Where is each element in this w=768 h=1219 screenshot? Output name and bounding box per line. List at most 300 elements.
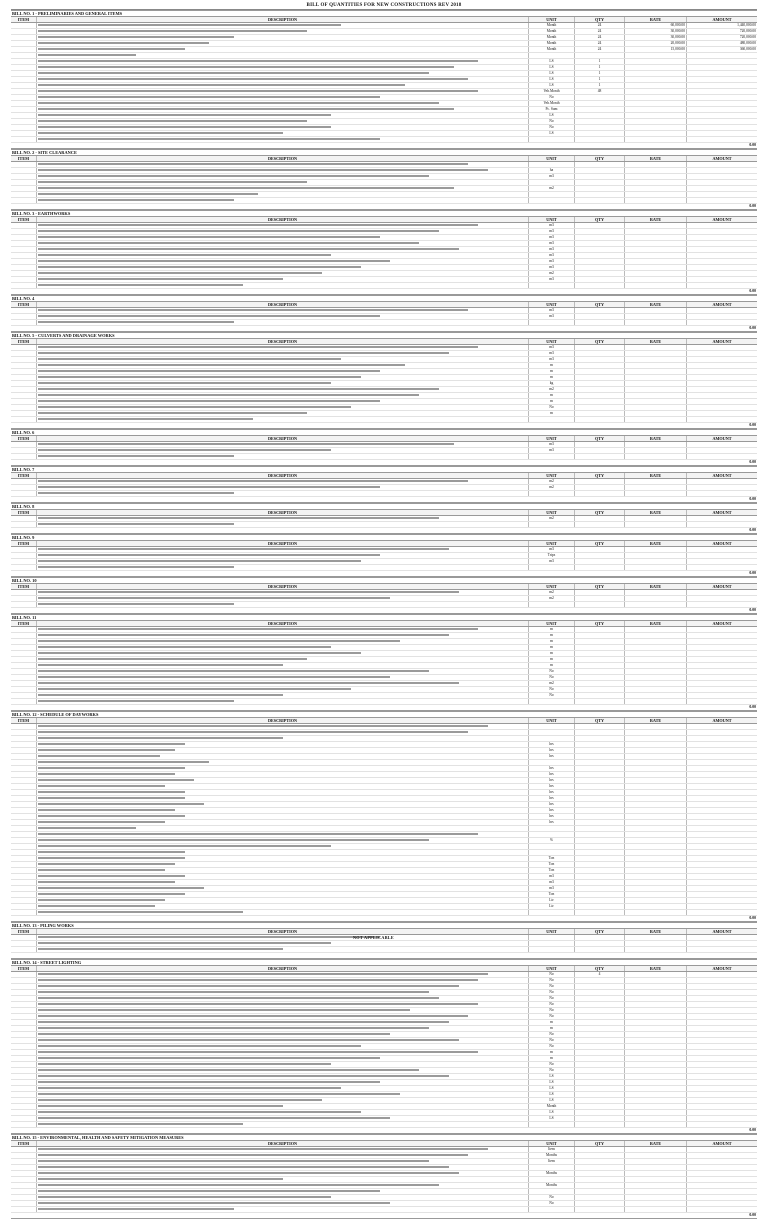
row-item-no: [11, 113, 37, 118]
column-header-row: [11, 435, 757, 442]
row-qty: [575, 1177, 625, 1182]
row-item-no: [11, 941, 37, 946]
row-unit: [529, 417, 575, 422]
row-item-no: [11, 826, 37, 831]
row-unit: m3: [529, 259, 575, 264]
row-qty: [575, 645, 625, 650]
row-description: [37, 1122, 529, 1127]
row-amount: [687, 874, 757, 879]
column-header-qty: QTY: [575, 966, 625, 971]
row-unit: Months: [529, 1153, 575, 1158]
description-text-line: [38, 725, 488, 727]
row-amount: [687, 1171, 757, 1176]
row-item-no: [11, 180, 37, 185]
column-header-amount: AMOUNT: [712, 339, 732, 344]
row-rate: [625, 1165, 687, 1170]
description-text-line: [38, 743, 185, 745]
row-rate: [625, 417, 687, 422]
row-rate: [625, 101, 687, 106]
bill-heading: BILL NO. 15 - ENVIRONMENTAL, HEALTH AND SAFETY MITIGATION MEASURES: [12, 1135, 184, 1140]
bill-section: [11, 577, 757, 614]
row-qty: [575, 947, 625, 952]
bill-total-label: [11, 528, 686, 533]
row-amount: [687, 53, 757, 58]
row-description: [37, 790, 529, 795]
column-header-amount: AMOUNT: [712, 156, 732, 161]
row-amount: [687, 1080, 757, 1085]
row-description: [37, 880, 529, 885]
column-header-unit: UNIT: [529, 156, 575, 161]
row-rate: [625, 479, 687, 484]
row-rate: [625, 633, 687, 638]
row-qty: [575, 984, 625, 989]
row-description: [37, 393, 529, 398]
description-text-line: [38, 169, 488, 171]
bill-total-label: [11, 1213, 686, 1218]
row-qty: [575, 417, 625, 422]
row-amount: [687, 633, 757, 638]
description-text-line: [38, 652, 361, 654]
description-text-line: [38, 863, 175, 865]
description-text-line: [38, 1160, 429, 1162]
row-item-no: [11, 107, 37, 112]
row-unit: [529, 454, 575, 459]
row-rate: [625, 411, 687, 416]
description-text-line: [38, 480, 468, 482]
row-qty: [575, 1080, 625, 1085]
row-item-no: [11, 990, 37, 995]
row-rate: [625, 766, 687, 771]
row-amount: [687, 669, 757, 674]
row-description: [37, 856, 529, 861]
row-description: [37, 651, 529, 656]
row-unit: [529, 1189, 575, 1194]
description-text-line: [38, 773, 175, 775]
row-amount: [687, 602, 757, 607]
row-description: [37, 996, 529, 1001]
row-item-no: [11, 1189, 37, 1194]
row-description: [37, 345, 529, 350]
column-header-unit: UNIT: [529, 584, 575, 589]
row-amount: [687, 107, 757, 112]
row-unit: m2: [529, 186, 575, 191]
row-item-no: [11, 790, 37, 795]
row-unit: [529, 192, 575, 197]
row-item-no: [11, 1207, 37, 1212]
column-header-row: [11, 155, 757, 162]
description-text-line: [38, 851, 185, 853]
row-rate: [625, 996, 687, 1001]
description-text-line: [38, 224, 478, 226]
row-item-no: [11, 516, 37, 521]
description-text-line: [38, 138, 380, 140]
row-description: [37, 77, 529, 82]
column-header-rate: RATE: [625, 541, 687, 546]
row-amount: [687, 223, 757, 228]
row-item-no: [11, 308, 37, 313]
row-description: [37, 796, 529, 801]
column-header-qty: QTY: [575, 339, 625, 344]
row-rate: [625, 748, 687, 753]
row-amount: [687, 984, 757, 989]
description-text-line: [38, 1166, 449, 1168]
row-qty: [575, 369, 625, 374]
description-text-line: [38, 881, 175, 883]
row-rate: [625, 77, 687, 82]
row-description: [37, 947, 529, 952]
row-amount: [687, 393, 757, 398]
row-qty: [575, 996, 625, 1001]
row-unit: [529, 826, 575, 831]
row-amount: [687, 850, 757, 855]
row-unit: No: [529, 984, 575, 989]
row-unit: LS: [529, 131, 575, 136]
row-amount: [687, 972, 757, 977]
row-qty: [575, 633, 625, 638]
row-amount: [687, 1122, 757, 1127]
row-item-no: [11, 984, 37, 989]
row-amount: [687, 736, 757, 741]
row-amount: [687, 898, 757, 903]
column-header-row: [11, 301, 757, 308]
bill-section: [11, 466, 757, 503]
column-header-row: [11, 216, 757, 223]
description-text-line: [38, 936, 380, 938]
row-rate: 60,000.00: [625, 23, 687, 28]
row-qty: [575, 978, 625, 983]
column-header-qty: QTY: [575, 929, 625, 934]
row-description: [37, 814, 529, 819]
row-amount: [687, 101, 757, 106]
row-amount: [687, 320, 757, 325]
column-header-item: ITEM: [11, 17, 37, 22]
description-text-line: [38, 242, 419, 244]
description-text-line: [38, 236, 380, 238]
row-amount: [687, 241, 757, 246]
row-unit: [529, 730, 575, 735]
row-description: [37, 1014, 529, 1019]
row-qty: 1: [575, 65, 625, 70]
row-rate: [625, 663, 687, 668]
row-item-no: [11, 47, 37, 52]
row-amount: [687, 271, 757, 276]
row-rate: [625, 602, 687, 607]
row-description: [37, 1147, 529, 1152]
row-qty: [575, 1062, 625, 1067]
row-qty: [575, 491, 625, 496]
description-text-line: [38, 30, 307, 32]
column-header-item: ITEM: [11, 217, 37, 222]
bill-total-amount: 0.00: [749, 204, 756, 208]
row-item-no: [11, 168, 37, 173]
row-description: [37, 381, 529, 386]
column-header-unit: UNIT: [529, 510, 575, 515]
row-description: [37, 547, 529, 552]
description-text-line: [38, 1033, 390, 1035]
row-description: [37, 657, 529, 662]
row-unit: m3: [529, 357, 575, 362]
row-item-no: [11, 1098, 37, 1103]
row-unit: LS: [529, 59, 575, 64]
row-amount: [687, 663, 757, 668]
bill-section: [11, 614, 757, 711]
description-text-line: [38, 272, 322, 274]
row-amount: 1,440,000.00: [737, 23, 756, 27]
column-header-unit: UNIT: [529, 541, 575, 546]
row-rate: [625, 553, 687, 558]
row-unit: hrs: [529, 748, 575, 753]
row-qty: [575, 657, 625, 662]
row-description: [37, 277, 529, 282]
row-description: [37, 1020, 529, 1025]
row-amount: [687, 826, 757, 831]
row-rate: [625, 790, 687, 795]
row-description: [37, 107, 529, 112]
row-qty: [575, 235, 625, 240]
column-header-unit: UNIT: [529, 966, 575, 971]
row-description: [37, 29, 529, 34]
column-header-qty: QTY: [575, 718, 625, 723]
row-unit: hrs: [529, 742, 575, 747]
row-description: [37, 253, 529, 258]
row-amount: [687, 947, 757, 952]
row-item-no: [11, 996, 37, 1001]
row-unit: Trips: [529, 553, 575, 558]
row-unit: No: [529, 693, 575, 698]
row-amount: [687, 1038, 757, 1043]
row-amount: [687, 1068, 757, 1073]
row-qty: [575, 1183, 625, 1188]
row-qty: [575, 131, 625, 136]
row-description: [37, 119, 529, 124]
row-qty: [575, 454, 625, 459]
row-description: [37, 736, 529, 741]
row-description: [37, 265, 529, 270]
row-qty: [575, 547, 625, 552]
row-qty: [575, 253, 625, 258]
column-header-row: [11, 1140, 757, 1147]
row-item-no: [11, 699, 37, 704]
row-qty: [575, 192, 625, 197]
bill-heading: BILL NO. 8: [12, 504, 35, 509]
row-item-no: [11, 283, 37, 288]
row-item-no: [11, 947, 37, 952]
description-text-line: [38, 199, 234, 201]
row-rate: [625, 1116, 687, 1121]
row-amount: [687, 1098, 757, 1103]
row-item-no: [11, 235, 37, 240]
row-description: [37, 972, 529, 977]
description-text-line: [38, 358, 341, 360]
description-text-line: [38, 66, 454, 68]
column-header-item: ITEM: [11, 339, 37, 344]
row-item-no: [11, 229, 37, 234]
row-unit: m2: [529, 387, 575, 392]
row-unit: LS: [529, 1110, 575, 1115]
row-item-no: [11, 1020, 37, 1025]
row-item-no: [11, 174, 37, 179]
row-item-no: [11, 411, 37, 416]
row-description: [37, 283, 529, 288]
row-item-no: [11, 1008, 37, 1013]
row-amount: [687, 748, 757, 753]
description-text-line: [38, 839, 429, 841]
row-rate: [625, 687, 687, 692]
row-unit: m: [529, 627, 575, 632]
column-header-qty: QTY: [575, 17, 625, 22]
row-description: [37, 223, 529, 228]
row-amount: [687, 71, 757, 76]
column-header-item: ITEM: [11, 1141, 37, 1146]
row-amount: [687, 1201, 757, 1206]
row-item-no: [11, 645, 37, 650]
row-unit: Ton: [529, 862, 575, 867]
row-rate: [625, 405, 687, 410]
row-item-no: [11, 253, 37, 258]
row-description: [37, 910, 529, 915]
row-qty: [575, 868, 625, 873]
description-text-line: [38, 102, 439, 104]
column-header-qty: QTY: [575, 510, 625, 515]
row-qty: [575, 802, 625, 807]
row-rate: [625, 1171, 687, 1176]
row-description: [37, 1092, 529, 1097]
row-qty: [575, 442, 625, 447]
row-unit: [529, 53, 575, 58]
column-header-row: [11, 965, 757, 972]
row-unit: LS: [529, 1098, 575, 1103]
description-text-line: [38, 991, 429, 993]
row-description: [37, 1201, 529, 1206]
row-rate: [625, 1008, 687, 1013]
description-text-line: [38, 815, 185, 817]
row-description: [37, 590, 529, 595]
column-header-amount: AMOUNT: [712, 17, 732, 22]
row-rate: [625, 645, 687, 650]
row-unit: m: [529, 651, 575, 656]
row-description: [37, 1171, 529, 1176]
description-text-line: [38, 911, 243, 913]
row-amount: [687, 886, 757, 891]
row-amount: [687, 832, 757, 837]
row-qty: [575, 1201, 625, 1206]
row-unit: m: [529, 1026, 575, 1031]
description-text-line: [38, 175, 429, 177]
row-item-no: [11, 1116, 37, 1121]
row-amount: [687, 1026, 757, 1031]
row-amount: [687, 880, 757, 885]
row-unit: m3: [529, 253, 575, 258]
column-header-rate: RATE: [625, 510, 687, 515]
row-item-no: [11, 1056, 37, 1061]
row-rate: [625, 516, 687, 521]
row-item-no: [11, 1122, 37, 1127]
row-rate: [625, 754, 687, 759]
row-amount: [687, 559, 757, 564]
column-header-amount: AMOUNT: [712, 621, 732, 626]
column-header-description: DESCRIPTION: [37, 302, 529, 307]
row-qty: [575, 186, 625, 191]
column-header-qty: QTY: [575, 156, 625, 161]
row-amount: [687, 491, 757, 496]
row-unit: m3: [529, 442, 575, 447]
not-applicable-label: NOT APPLICABLE: [352, 935, 394, 940]
column-header-item: ITEM: [11, 541, 37, 546]
bill-total-label: [11, 497, 686, 502]
row-amount: [687, 174, 757, 179]
row-qty: [575, 107, 625, 112]
column-header-qty: QTY: [575, 436, 625, 441]
row-qty: [575, 162, 625, 167]
description-text-line: [38, 803, 204, 805]
row-description: [37, 101, 529, 106]
bill-total-label: [11, 1128, 686, 1133]
row-description: [37, 1098, 529, 1103]
row-rate: [625, 1026, 687, 1031]
row-amount: [687, 283, 757, 288]
row-qty: [575, 730, 625, 735]
row-description: [37, 1183, 529, 1188]
row-item-no: [11, 485, 37, 490]
description-text-line: [38, 761, 209, 763]
row-rate: [625, 235, 687, 240]
description-text-line: [38, 731, 468, 733]
description-text-line: [38, 893, 185, 895]
row-item-no: [11, 277, 37, 282]
row-amount: [687, 1014, 757, 1019]
row-qty: [575, 405, 625, 410]
row-item-no: [11, 119, 37, 124]
row-rate: [625, 1098, 687, 1103]
row-qty: [575, 180, 625, 185]
row-unit: LS: [529, 65, 575, 70]
row-qty: [575, 1056, 625, 1061]
description-text-line: [38, 266, 361, 268]
row-rate: [625, 1080, 687, 1085]
row-rate: [625, 941, 687, 946]
row-amount: 360,000.00: [739, 47, 756, 51]
bill-section: [11, 332, 757, 429]
row-amount: [687, 387, 757, 392]
row-description: [37, 760, 529, 765]
bill-heading: BILL NO. 3 - EARTHWORKS: [12, 211, 71, 216]
row-unit: Month: [529, 35, 575, 40]
row-qty: [575, 174, 625, 179]
bill-total-label: [11, 460, 686, 465]
bill-section: [11, 922, 757, 959]
row-item-no: [11, 1201, 37, 1206]
column-header-unit: UNIT: [529, 929, 575, 934]
column-header-description: DESCRIPTION: [37, 17, 529, 22]
description-text-line: [38, 187, 454, 189]
description-text-line: [38, 1075, 449, 1077]
row-item-no: [11, 223, 37, 228]
row-description: [37, 47, 529, 52]
row-item-no: [11, 271, 37, 276]
row-qty: [575, 351, 625, 356]
row-amount: [687, 314, 757, 319]
row-unit: [529, 947, 575, 952]
row-rate: [625, 868, 687, 873]
row-unit: No: [529, 1195, 575, 1200]
column-header-unit: UNIT: [529, 302, 575, 307]
row-rate: [625, 990, 687, 995]
description-text-line: [38, 346, 478, 348]
row-qty: [575, 856, 625, 861]
row-qty: [575, 1002, 625, 1007]
row-description: [37, 59, 529, 64]
description-text-line: [38, 1069, 419, 1071]
